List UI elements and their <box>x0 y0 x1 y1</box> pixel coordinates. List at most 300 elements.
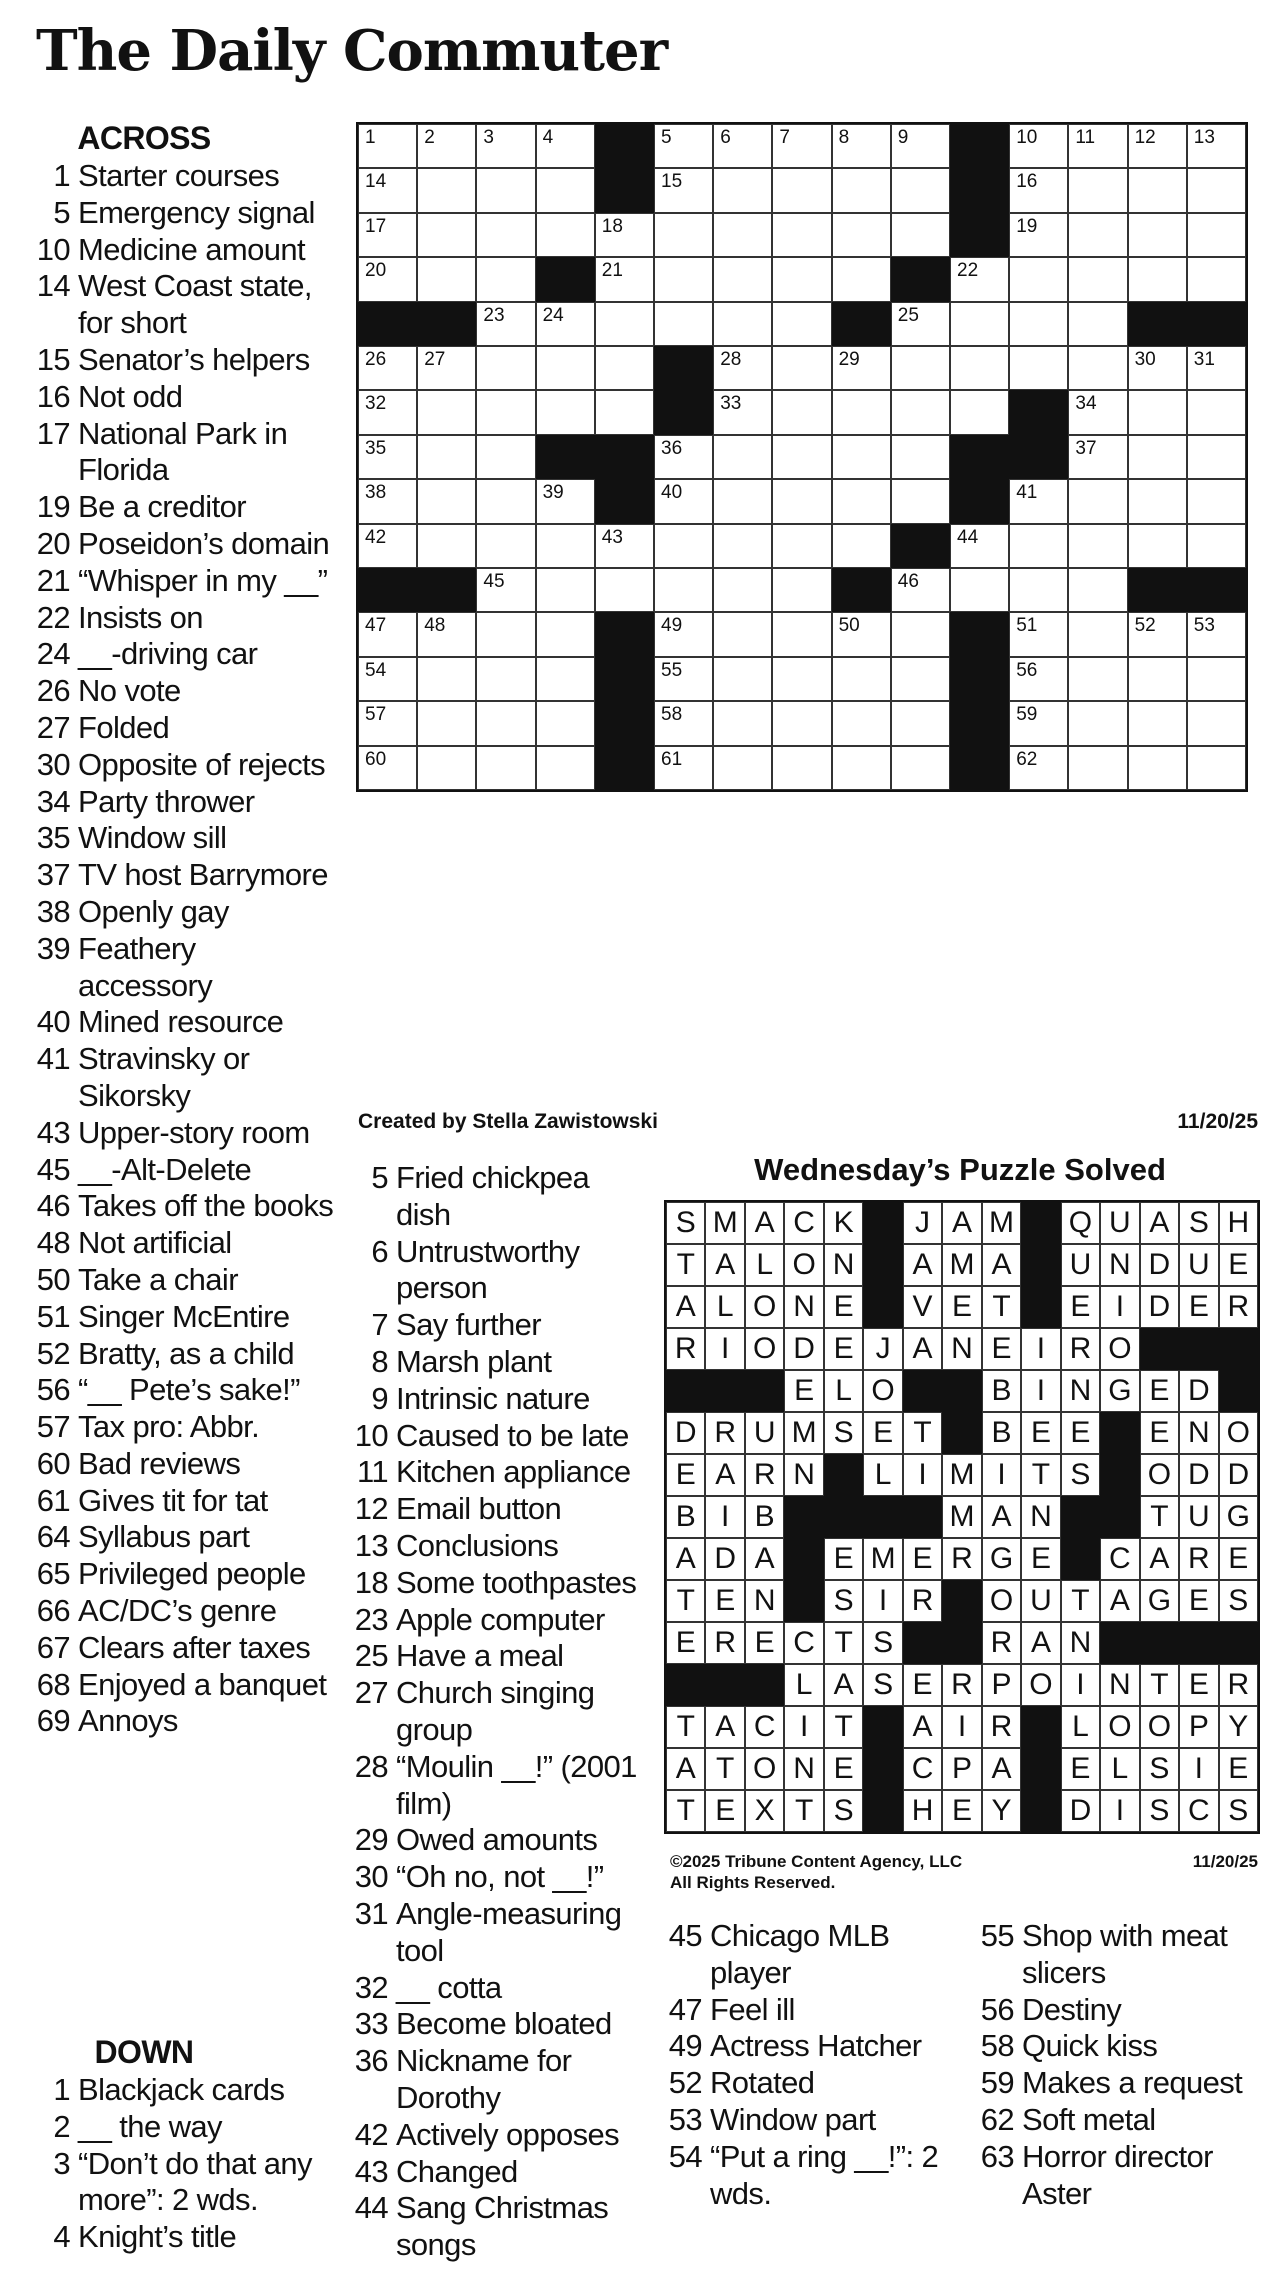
grid-cell[interactable] <box>358 746 417 790</box>
grid-cell[interactable] <box>1128 612 1187 656</box>
grid-cell[interactable] <box>1068 746 1127 790</box>
grid-cell[interactable] <box>536 701 595 745</box>
grid-cell[interactable] <box>832 346 891 390</box>
grid-cell[interactable] <box>1187 746 1246 790</box>
grid-cell[interactable] <box>536 479 595 523</box>
solution-letter: D <box>793 1332 815 1365</box>
grid-cell[interactable] <box>417 124 476 168</box>
grid-cell[interactable] <box>772 257 831 301</box>
grid-cell[interactable] <box>1068 168 1127 212</box>
clue-item <box>34 1409 334 1446</box>
clue-item <box>972 2102 1272 2139</box>
grid-cell[interactable] <box>1128 435 1187 479</box>
grid-cell[interactable] <box>832 657 891 701</box>
grid-cell[interactable] <box>1068 435 1127 479</box>
grid-cell[interactable] <box>417 746 476 790</box>
grid-cell[interactable] <box>417 612 476 656</box>
solution-letter: M <box>949 1500 975 1533</box>
grid-cell[interactable] <box>654 213 713 257</box>
grid-cell[interactable] <box>358 657 417 701</box>
clue-item <box>972 1918 1272 1992</box>
clue-number: 25 <box>354 1638 388 1674</box>
grid-cell[interactable] <box>1009 657 1068 701</box>
grid-cell[interactable] <box>358 435 417 479</box>
grid-cell[interactable] <box>713 479 772 523</box>
grid-cell[interactable] <box>772 435 831 479</box>
grid-cell[interactable] <box>950 390 1009 434</box>
grid-cell[interactable] <box>1009 701 1068 745</box>
grid-cell[interactable] <box>476 479 535 523</box>
clue-text: “Put a ring __!”: 2 wds. <box>710 2138 939 2211</box>
grid-cell[interactable] <box>1187 435 1246 479</box>
solution-black-square <box>745 1370 784 1412</box>
grid-cell[interactable] <box>654 568 713 612</box>
grid-cell[interactable] <box>772 213 831 257</box>
grid-cell[interactable] <box>1187 213 1246 257</box>
cell-number: 7 <box>779 127 790 148</box>
grid-cell[interactable] <box>1009 124 1068 168</box>
grid-cell[interactable] <box>713 346 772 390</box>
solution-letter: E <box>1030 1542 1051 1575</box>
solution-cell <box>1140 1664 1179 1706</box>
grid-cell[interactable] <box>536 124 595 168</box>
grid-cell[interactable] <box>1128 390 1187 434</box>
grid-cell[interactable] <box>1009 568 1068 612</box>
grid-cell[interactable] <box>1128 124 1187 168</box>
clue-number: 49 <box>668 2028 702 2064</box>
solution-letter: N <box>1109 1248 1131 1281</box>
cell-number: 51 <box>1016 615 1038 637</box>
grid-cell[interactable] <box>476 302 535 346</box>
solution-cell <box>1021 1370 1060 1412</box>
grid-cell[interactable] <box>654 746 713 790</box>
grid-cell[interactable] <box>1128 346 1187 390</box>
grid-cell[interactable] <box>417 657 476 701</box>
grid-cell[interactable] <box>891 701 950 745</box>
grid-cell[interactable] <box>891 213 950 257</box>
clue-number: 46 <box>36 1188 70 1224</box>
grid-cell[interactable] <box>1068 124 1127 168</box>
solution-cell <box>1179 1412 1218 1454</box>
grid-cell[interactable] <box>1128 213 1187 257</box>
solution-letter: E <box>873 1416 894 1449</box>
solution-cell <box>1061 1328 1100 1370</box>
clue-text: Folded <box>78 709 170 745</box>
grid-cell[interactable] <box>536 524 595 568</box>
grid-cell[interactable] <box>476 257 535 301</box>
grid-cell[interactable] <box>950 257 1009 301</box>
grid-cell[interactable] <box>713 701 772 745</box>
grid-cell[interactable] <box>417 346 476 390</box>
solution-cell <box>824 1412 863 1454</box>
grid-cell[interactable] <box>536 346 595 390</box>
grid-cell[interactable] <box>950 568 1009 612</box>
grid-cell[interactable] <box>536 302 595 346</box>
grid-cell[interactable] <box>1068 302 1127 346</box>
solution-cell <box>1100 1202 1139 1244</box>
cell-number: 25 <box>897 304 919 326</box>
grid-cell[interactable] <box>1009 213 1068 257</box>
grid-cell[interactable] <box>417 213 476 257</box>
grid-cell[interactable] <box>536 612 595 656</box>
grid-cell[interactable] <box>832 168 891 212</box>
grid-cell[interactable] <box>536 390 595 434</box>
cell-number: 33 <box>720 393 742 415</box>
grid-cell[interactable] <box>713 657 772 701</box>
grid-cell[interactable] <box>713 257 772 301</box>
grid-cell[interactable] <box>832 524 891 568</box>
grid-cell[interactable] <box>950 302 1009 346</box>
grid-cell[interactable] <box>1009 612 1068 656</box>
grid-cell[interactable] <box>891 746 950 790</box>
grid-cell[interactable] <box>1128 257 1187 301</box>
grid-cell[interactable] <box>1009 257 1068 301</box>
solution-letter: M <box>949 1458 975 1491</box>
grid-cell[interactable] <box>772 302 831 346</box>
solution-black-square <box>784 1496 823 1538</box>
grid-cell[interactable] <box>772 390 831 434</box>
puzzle-date: 11/20/25 <box>1177 1110 1258 1133</box>
solution-letter: A <box>991 1752 1012 1785</box>
solution-letter: N <box>793 1458 815 1491</box>
grid-cell[interactable] <box>891 479 950 523</box>
clue-text: Upper-story room <box>78 1114 310 1150</box>
clue-number: 67 <box>36 1629 70 1665</box>
grid-cell[interactable] <box>536 213 595 257</box>
grid-cell[interactable] <box>654 257 713 301</box>
grid-cell[interactable] <box>1068 213 1127 257</box>
black-square <box>358 302 417 346</box>
grid-cell[interactable] <box>1187 390 1246 434</box>
solution-date: 11/20/25 <box>1192 1852 1258 1871</box>
grid-cell[interactable] <box>772 479 831 523</box>
solution-letter: O <box>1226 1416 1250 1449</box>
solution-cell <box>1021 1622 1060 1664</box>
grid-cell[interactable] <box>1187 657 1246 701</box>
clue-item <box>34 1299 334 1336</box>
grid-cell[interactable] <box>713 213 772 257</box>
grid-cell[interactable] <box>772 746 831 790</box>
grid-cell[interactable] <box>654 124 713 168</box>
clue-text: Emergency signal <box>78 194 315 230</box>
grid-cell[interactable] <box>595 568 654 612</box>
solution-letter: E <box>833 1332 854 1365</box>
grid-cell[interactable] <box>476 657 535 701</box>
grid-cell[interactable] <box>358 168 417 212</box>
grid-cell[interactable] <box>654 479 713 523</box>
grid-cell[interactable] <box>476 612 535 656</box>
grid-cell[interactable] <box>1187 168 1246 212</box>
grid-cell[interactable] <box>1068 612 1127 656</box>
grid-cell[interactable] <box>476 746 535 790</box>
grid-cell[interactable] <box>832 746 891 790</box>
black-square <box>536 257 595 301</box>
solution-cell <box>1140 1286 1179 1328</box>
grid-cell[interactable] <box>1187 612 1246 656</box>
grid-cell[interactable] <box>1068 479 1127 523</box>
grid-cell[interactable] <box>358 390 417 434</box>
clue-item <box>34 1630 334 1667</box>
solution-letter: T <box>676 1248 695 1281</box>
grid-cell[interactable] <box>891 435 950 479</box>
grid-cell[interactable] <box>358 479 417 523</box>
solution-letter: I <box>1076 1668 1085 1701</box>
grid-cell[interactable] <box>1128 479 1187 523</box>
grid-cell[interactable] <box>713 612 772 656</box>
cell-number: 40 <box>661 482 683 504</box>
solution-cell <box>982 1244 1021 1286</box>
grid-cell[interactable] <box>654 524 713 568</box>
grid-cell[interactable] <box>358 257 417 301</box>
grid-cell[interactable] <box>595 257 654 301</box>
grid-cell[interactable] <box>772 568 831 612</box>
grid-cell[interactable] <box>1128 168 1187 212</box>
grid-cell[interactable] <box>891 168 950 212</box>
grid-cell[interactable] <box>654 657 713 701</box>
grid-cell[interactable] <box>1068 701 1127 745</box>
grid-cell[interactable] <box>476 701 535 745</box>
grid-cell[interactable] <box>713 168 772 212</box>
clue-number: 2 <box>53 2108 70 2144</box>
grid-cell[interactable] <box>1068 524 1127 568</box>
clue-item <box>344 1565 644 1602</box>
grid-cell[interactable] <box>358 524 417 568</box>
grid-cell[interactable] <box>417 479 476 523</box>
clue-item <box>34 1483 334 1520</box>
grid-cell[interactable] <box>476 168 535 212</box>
solution-letter: A <box>1109 1584 1130 1617</box>
grid-cell[interactable] <box>417 257 476 301</box>
grid-cell[interactable] <box>891 657 950 701</box>
grid-cell[interactable] <box>1068 346 1127 390</box>
solution-letter: D <box>714 1542 737 1575</box>
grid-cell[interactable] <box>536 746 595 790</box>
grid-cell[interactable] <box>595 524 654 568</box>
grid-cell[interactable] <box>536 168 595 212</box>
grid-cell[interactable] <box>772 612 831 656</box>
grid-cell[interactable] <box>536 657 595 701</box>
grid-cell[interactable] <box>713 124 772 168</box>
grid-cell[interactable] <box>950 524 1009 568</box>
grid-cell[interactable] <box>950 346 1009 390</box>
clue-number: 56 <box>36 1372 70 1408</box>
grid-cell[interactable] <box>358 701 417 745</box>
grid-cell[interactable] <box>772 346 831 390</box>
grid-cell[interactable] <box>1068 390 1127 434</box>
grid-cell[interactable] <box>832 257 891 301</box>
grid-cell[interactable] <box>713 746 772 790</box>
solution-black-square <box>863 1496 902 1538</box>
grid-cell[interactable] <box>1187 257 1246 301</box>
grid-cell[interactable] <box>713 568 772 612</box>
grid-cell[interactable] <box>713 390 772 434</box>
grid-cell[interactable] <box>417 168 476 212</box>
cell-number: 50 <box>838 615 860 637</box>
grid-cell[interactable] <box>476 390 535 434</box>
grid-cell[interactable] <box>1068 568 1127 612</box>
grid-cell[interactable] <box>595 390 654 434</box>
grid-cell[interactable] <box>891 612 950 656</box>
solution-black-square <box>1100 1496 1139 1538</box>
solution-cell <box>1100 1748 1139 1790</box>
grid-cell[interactable] <box>417 524 476 568</box>
solution-cell <box>666 1538 705 1580</box>
grid-cell[interactable] <box>832 612 891 656</box>
solution-cell <box>1179 1454 1218 1496</box>
grid-cell[interactable] <box>476 568 535 612</box>
solution-cell <box>666 1496 705 1538</box>
grid-cell[interactable] <box>1009 524 1068 568</box>
grid-cell[interactable] <box>832 390 891 434</box>
grid-cell[interactable] <box>832 213 891 257</box>
clue-number: 35 <box>36 820 70 856</box>
grid-cell[interactable] <box>1009 746 1068 790</box>
solution-letter: N <box>1030 1500 1052 1533</box>
grid-cell[interactable] <box>1009 479 1068 523</box>
grid-cell[interactable] <box>595 302 654 346</box>
grid-cell[interactable] <box>417 390 476 434</box>
grid-cell[interactable] <box>713 524 772 568</box>
grid-cell[interactable] <box>1187 479 1246 523</box>
solution-letter: R <box>1227 1290 1250 1323</box>
grid-cell[interactable] <box>1187 124 1246 168</box>
grid-cell[interactable] <box>358 124 417 168</box>
clue-text: Tax pro: Abbr. <box>78 1409 260 1445</box>
grid-cell[interactable] <box>1009 302 1068 346</box>
grid-cell[interactable] <box>417 701 476 745</box>
grid-cell[interactable] <box>772 168 831 212</box>
grid-cell[interactable] <box>772 657 831 701</box>
grid-cell[interactable] <box>713 302 772 346</box>
cell-number: 4 <box>542 127 554 148</box>
clue-text: Actively opposes <box>396 2116 620 2152</box>
solution-letter: A <box>675 1290 696 1323</box>
black-square <box>595 612 654 656</box>
grid-cell[interactable] <box>1187 701 1246 745</box>
solution-cell <box>942 1244 981 1286</box>
solution-cell <box>1140 1538 1179 1580</box>
cell-number: 59 <box>1016 704 1038 726</box>
grid-cell[interactable] <box>891 346 950 390</box>
cell-number: 11 <box>1075 127 1096 148</box>
grid-cell[interactable] <box>713 435 772 479</box>
clue-number: 38 <box>36 893 70 929</box>
grid-cell[interactable] <box>1068 657 1127 701</box>
grid-cell[interactable] <box>654 612 713 656</box>
black-square <box>1187 302 1246 346</box>
grid-cell[interactable] <box>891 124 950 168</box>
grid-cell[interactable] <box>772 124 831 168</box>
clue-number: 34 <box>36 783 70 819</box>
solution-cell <box>784 1790 823 1832</box>
clue-text: “Oh no, not __!” <box>396 1859 604 1895</box>
clue-item <box>34 268 334 342</box>
solution-cell <box>705 1706 744 1748</box>
solution-letter: B <box>991 1374 1012 1407</box>
solution-letter: T <box>676 1794 695 1827</box>
solution-cell <box>784 1202 823 1244</box>
grid-cell[interactable] <box>476 435 535 479</box>
solution-letter: A <box>912 1332 933 1365</box>
grid-cell[interactable] <box>1009 346 1068 390</box>
clue-number: 3 <box>53 2145 70 2181</box>
clue-item <box>344 1970 644 2007</box>
clue-number: 57 <box>36 1409 70 1445</box>
solution-cell <box>745 1286 784 1328</box>
grid-cell[interactable] <box>358 213 417 257</box>
solution-letter: A <box>715 1710 736 1743</box>
cell-number: 27 <box>424 349 446 370</box>
grid-cell[interactable] <box>1187 524 1246 568</box>
grid-cell[interactable] <box>832 479 891 523</box>
grid-cell[interactable] <box>1128 657 1187 701</box>
grid-cell[interactable] <box>832 701 891 745</box>
solution-cell <box>666 1202 705 1244</box>
solution-black-square <box>903 1370 942 1412</box>
grid-cell[interactable] <box>595 346 654 390</box>
solution-black-square <box>942 1580 981 1622</box>
grid-cell[interactable] <box>654 435 713 479</box>
grid-cell[interactable] <box>476 213 535 257</box>
grid-cell[interactable] <box>476 124 535 168</box>
grid-cell[interactable] <box>772 524 831 568</box>
grid-cell[interactable] <box>654 302 713 346</box>
cell-number: 17 <box>365 215 387 237</box>
grid-cell[interactable] <box>1187 346 1246 390</box>
clue-text: Horror director Aster <box>1022 2138 1213 2211</box>
grid-cell[interactable] <box>891 302 950 346</box>
grid-cell[interactable] <box>1009 168 1068 212</box>
grid-cell[interactable] <box>536 568 595 612</box>
black-square <box>950 657 1009 701</box>
grid-cell[interactable] <box>891 390 950 434</box>
solution-cell <box>1100 1328 1139 1370</box>
grid-cell[interactable] <box>358 346 417 390</box>
clue-text: Not artificial <box>78 1225 232 1261</box>
grid-cell[interactable] <box>595 213 654 257</box>
clue-text: West Coast state, for short <box>78 268 312 341</box>
solution-cell <box>1219 1202 1258 1244</box>
grid-cell[interactable] <box>1128 701 1187 745</box>
grid-cell[interactable] <box>476 346 535 390</box>
grid-cell[interactable] <box>832 124 891 168</box>
grid-cell[interactable] <box>476 524 535 568</box>
solution-letter: B <box>675 1500 696 1533</box>
black-square <box>950 612 1009 656</box>
solution-letter: O <box>753 1752 777 1785</box>
solution-cell <box>942 1454 981 1496</box>
solution-letter: O <box>1147 1710 1172 1743</box>
grid-cell[interactable] <box>1128 746 1187 790</box>
grid-cell[interactable] <box>832 435 891 479</box>
grid-cell[interactable] <box>891 568 950 612</box>
grid-cell[interactable] <box>654 701 713 745</box>
grid-cell[interactable] <box>358 612 417 656</box>
solution-letter: M <box>988 1206 1014 1239</box>
solution-cell <box>982 1328 1021 1370</box>
grid-cell[interactable] <box>772 701 831 745</box>
grid-cell[interactable] <box>1128 524 1187 568</box>
grid-cell[interactable] <box>417 435 476 479</box>
solution-cell <box>824 1538 863 1580</box>
clue-number: 69 <box>36 1703 70 1739</box>
solution-letter: D <box>1227 1458 1250 1491</box>
solution-letter: E <box>1149 1374 1170 1407</box>
grid-cell[interactable] <box>1068 257 1127 301</box>
clue-text: Makes a request <box>1022 2065 1243 2101</box>
clue-text: Nickname for Dorothy <box>396 2043 572 2115</box>
grid-cell[interactable] <box>654 168 713 212</box>
